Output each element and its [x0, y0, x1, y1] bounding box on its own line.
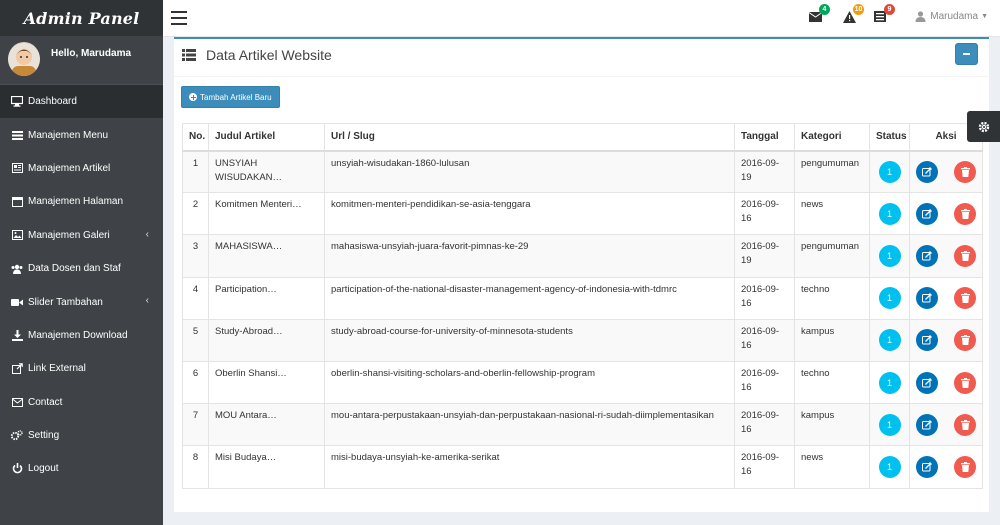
cell-no: 7	[183, 404, 209, 446]
edit-button[interactable]	[916, 203, 938, 225]
cell-tanggal: 2016-09-16	[735, 361, 795, 403]
edit-icon	[922, 420, 932, 430]
gear-icon	[978, 121, 990, 133]
table-row	[183, 319, 983, 361]
delete-button[interactable]	[954, 329, 976, 351]
trash-icon	[961, 335, 970, 345]
caret-down-icon: ▼	[981, 13, 988, 20]
cell-no: 1	[183, 151, 209, 193]
cell-slug: mou-antara-perpustakaan-unsyiah-dan-perpustakaan-nasional-ri-sudah-diimplementasikan	[325, 404, 735, 446]
edit-button[interactable]	[916, 329, 938, 351]
trash-icon	[961, 167, 970, 177]
cell-status	[870, 319, 910, 361]
plus-circle-icon	[189, 93, 197, 101]
sidebar-item-label: Slider Tambahan	[28, 296, 103, 308]
edit-button[interactable]	[916, 161, 938, 183]
cell-judul: UNSYIAH WISUDAKAN…	[209, 151, 325, 193]
cell-status	[870, 446, 910, 488]
table-row	[183, 361, 983, 403]
envelope-icon	[11, 396, 23, 408]
sidebar-item-label: Manajemen Download	[28, 329, 128, 341]
sidebar-item-contact[interactable]	[0, 386, 163, 419]
sidebar-item-label: Data Dosen dan Staf	[28, 263, 121, 275]
sidebar-item-data-dosen[interactable]	[0, 252, 163, 285]
table-row	[183, 151, 983, 193]
cell-aksi	[910, 446, 983, 488]
trash-icon	[961, 251, 970, 261]
delete-button[interactable]	[954, 161, 976, 183]
sidebar-item-manajemen-artikel[interactable]	[0, 152, 163, 185]
cell-slug: participation-of-the-national-disaster-management-agency-of-indonesia-with-tdmrc	[325, 277, 735, 319]
cell-kategori: news	[795, 446, 870, 488]
col-header-kategori[interactable]: Kategori	[795, 124, 870, 151]
sidebar	[0, 0, 163, 525]
sidebar-item-label: Manajemen Artikel	[28, 162, 111, 174]
sidebar-item-slider-tambahan[interactable]	[0, 285, 163, 318]
sidebar-item-label: Dashboard	[28, 96, 77, 108]
status-badge[interactable]: 1	[879, 456, 901, 478]
tasks-count-badge: 9	[884, 4, 895, 15]
cell-no: 8	[183, 446, 209, 488]
status-badge[interactable]: 1	[879, 203, 901, 225]
add-article-label: Tambah Artikel Baru	[200, 92, 272, 102]
trash-icon	[961, 293, 970, 303]
edit-button[interactable]	[916, 372, 938, 394]
cell-no: 4	[183, 277, 209, 319]
user-panel	[0, 36, 163, 85]
chevron-left-icon: ‹	[145, 295, 149, 307]
sidebar-item-manajemen-galeri[interactable]	[0, 219, 163, 252]
cell-tanggal: 2016-09-16	[735, 446, 795, 488]
tasks-button[interactable]	[874, 6, 892, 25]
cell-status	[870, 151, 910, 193]
brand-logo[interactable]: Admin Panel	[0, 0, 163, 36]
cell-aksi	[910, 404, 983, 446]
status-badge[interactable]: 1	[879, 414, 901, 436]
cell-aksi	[910, 361, 983, 403]
table-header-row	[183, 124, 983, 151]
cell-judul: Oberlin Shansi…	[209, 361, 325, 403]
edit-button[interactable]	[916, 414, 938, 436]
sidebar-item-label: Manajemen Galeri	[28, 229, 110, 241]
cell-aksi	[910, 235, 983, 277]
notifications-button[interactable]	[843, 6, 863, 25]
edit-icon	[922, 378, 932, 388]
sidebar-item-logout[interactable]	[0, 452, 163, 485]
cell-status	[870, 361, 910, 403]
table-row	[183, 235, 983, 277]
window-icon	[11, 196, 23, 208]
cell-slug: unsyiah-wisudakan-1860-lulusan	[325, 151, 735, 193]
notifications-count-badge: 10	[854, 6, 863, 13]
cell-slug: komitmen-menteri-pendidikan-se-asia-tenggara	[325, 193, 735, 235]
sidebar-item-manajemen-halaman[interactable]	[0, 185, 163, 218]
col-header-slug[interactable]: Url / Slug	[325, 124, 735, 151]
user-name: Marudama	[930, 11, 979, 22]
add-article-button[interactable]	[181, 86, 280, 108]
cell-slug: misi-budaya-unsyiah-ke-amerika-serikat	[325, 446, 735, 488]
trash-icon	[961, 462, 970, 472]
sidebar-item-manajemen-menu[interactable]	[0, 118, 163, 151]
user-menu[interactable]	[915, 11, 988, 22]
edit-icon	[922, 335, 932, 345]
edit-icon	[922, 251, 932, 261]
cell-tanggal: 2016-09-16	[735, 193, 795, 235]
status-badge[interactable]: 1	[879, 287, 901, 309]
external-link-icon	[11, 363, 23, 375]
newspaper-icon	[11, 162, 23, 174]
trash-icon	[961, 209, 970, 219]
avatar	[8, 42, 40, 76]
cell-status	[870, 277, 910, 319]
user-greeting: Hello, Marudama	[51, 48, 132, 59]
cell-tanggal: 2016-09-19	[735, 151, 795, 193]
list-icon	[11, 129, 23, 141]
articles-box	[174, 37, 989, 512]
cell-no: 2	[183, 193, 209, 235]
cell-tanggal: 2016-09-16	[735, 404, 795, 446]
delete-button[interactable]	[954, 456, 976, 478]
video-icon	[11, 296, 23, 308]
status-badge[interactable]: 1	[879, 329, 901, 351]
trash-icon	[961, 378, 970, 388]
col-header-no[interactable]: No.	[183, 124, 209, 151]
cell-judul: MOU Antara…	[209, 404, 325, 446]
cell-tanggal: 2016-09-19	[735, 235, 795, 277]
status-badge[interactable]: 1	[879, 245, 901, 267]
power-icon	[11, 463, 23, 475]
cell-kategori: techno	[795, 277, 870, 319]
sidebar-item-label: Link External	[28, 363, 86, 375]
cell-no: 6	[183, 361, 209, 403]
cell-judul: Komitmen Menteri…	[209, 193, 325, 235]
col-header-judul[interactable]: Judul Artikel	[209, 124, 325, 151]
edit-button[interactable]	[916, 287, 938, 309]
cell-status	[870, 235, 910, 277]
messages-count-badge: 4	[819, 4, 830, 15]
edit-icon	[922, 462, 932, 472]
table-row	[183, 277, 983, 319]
cell-tanggal: 2016-09-16	[735, 277, 795, 319]
cell-judul: Study-Abroad…	[209, 319, 325, 361]
cell-judul: Misi Budaya…	[209, 446, 325, 488]
articles-table	[182, 123, 983, 489]
table-row	[183, 446, 983, 488]
status-badge[interactable]: 1	[879, 372, 901, 394]
chevron-left-icon: ‹	[145, 228, 149, 240]
cell-judul: Participation…	[209, 277, 325, 319]
minus-icon	[963, 53, 970, 55]
table-row	[183, 404, 983, 446]
sidebar-item-link-external[interactable]	[0, 352, 163, 385]
user-icon	[915, 11, 926, 22]
status-badge[interactable]: 1	[879, 161, 901, 183]
cell-no: 3	[183, 235, 209, 277]
cell-status	[870, 193, 910, 235]
cell-judul: MAHASISWA…	[209, 235, 325, 277]
edit-icon	[922, 167, 932, 177]
cell-no: 5	[183, 319, 209, 361]
table-row	[183, 193, 983, 235]
edit-icon	[922, 293, 932, 303]
col-header-status[interactable]: Status	[870, 124, 910, 151]
edit-icon	[922, 209, 932, 219]
delete-button[interactable]	[954, 372, 976, 394]
trash-icon	[961, 420, 970, 430]
col-header-tanggal[interactable]: Tanggal	[735, 124, 795, 151]
cell-slug: mahasiswa-unsyiah-juara-favorit-pimnas-ke-29	[325, 235, 735, 277]
cell-kategori: kampus	[795, 319, 870, 361]
cell-status	[870, 404, 910, 446]
sidebar-item-label: Manajemen Menu	[28, 129, 109, 141]
delete-button[interactable]	[954, 245, 976, 267]
col-header-aksi: Aksi	[910, 124, 983, 151]
edit-button[interactable]	[916, 245, 938, 267]
image-icon	[11, 229, 23, 241]
top-navbar	[163, 0, 1000, 37]
sidebar-item-label: Contact	[28, 396, 63, 408]
sidebar-menu	[0, 85, 163, 486]
sidebar-item-label: Setting	[28, 430, 60, 442]
edit-button[interactable]	[916, 456, 938, 478]
sidebar-item-label: Manajemen Halaman	[28, 196, 124, 208]
sidebar-item-label: Logout	[28, 463, 59, 475]
sidebar-item-setting[interactable]	[0, 419, 163, 452]
download-icon	[11, 329, 23, 341]
page-title: Data Artikel Website	[206, 47, 332, 63]
cell-slug: oberlin-shansi-visiting-scholars-and-oberlin-fellowship-program	[325, 361, 735, 403]
cell-kategori: pengumuman	[795, 151, 870, 193]
cell-aksi	[910, 319, 983, 361]
delete-button[interactable]	[954, 414, 976, 436]
cell-slug: study-abroad-course-for-university-of-minnesota-students	[325, 319, 735, 361]
menu-toggle-icon[interactable]	[171, 11, 187, 25]
messages-button[interactable]	[809, 6, 827, 25]
cell-kategori: kampus	[795, 404, 870, 446]
delete-button[interactable]	[954, 287, 976, 309]
gears-icon	[11, 430, 23, 442]
cell-kategori: news	[795, 193, 870, 235]
collapse-button[interactable]	[955, 43, 978, 65]
sidebar-item-manajemen-download[interactable]	[0, 319, 163, 352]
delete-button[interactable]	[954, 203, 976, 225]
list-icon	[182, 49, 196, 61]
cell-kategori: techno	[795, 361, 870, 403]
cell-aksi	[910, 151, 983, 193]
sidebar-item-dashboard[interactable]	[0, 85, 163, 118]
table-body	[183, 151, 983, 489]
cell-aksi	[910, 277, 983, 319]
cell-kategori: pengumuman	[795, 235, 870, 277]
box-header	[174, 39, 989, 77]
desktop-icon	[11, 96, 23, 108]
users-icon	[11, 263, 23, 275]
cell-aksi	[910, 193, 983, 235]
cell-tanggal: 2016-09-16	[735, 319, 795, 361]
control-sidebar-toggle[interactable]	[967, 111, 1000, 142]
